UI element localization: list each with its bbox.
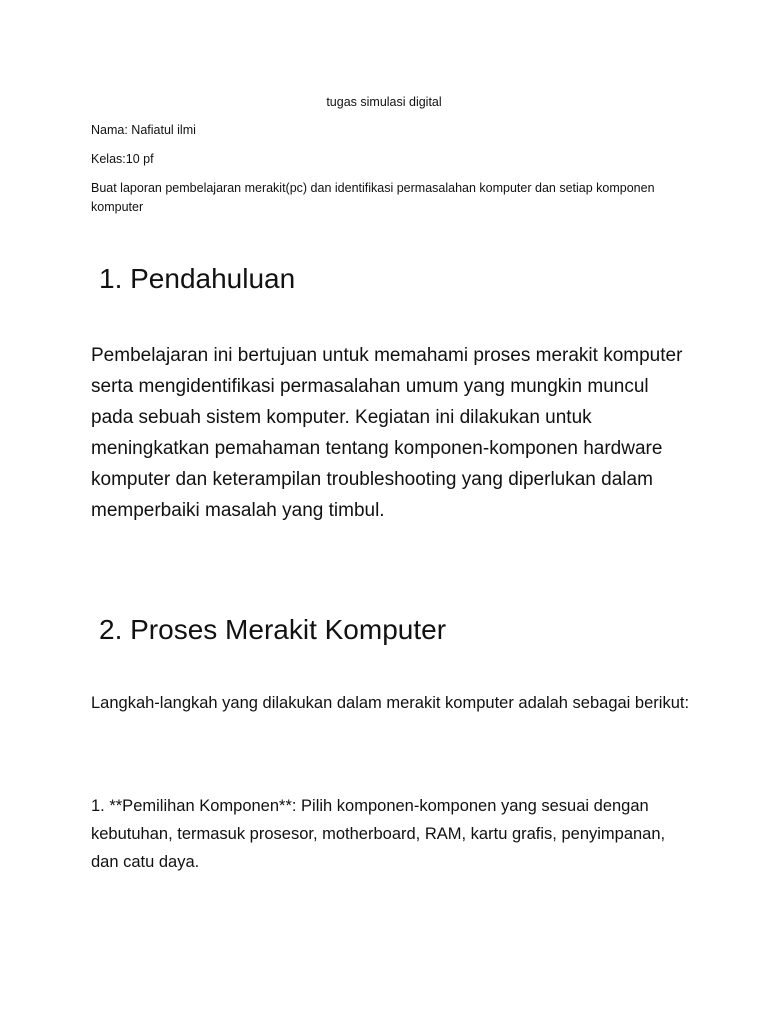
document-title: tugas simulasi digital bbox=[326, 95, 442, 109]
section-heading-introduction: 1. Pendahuluan bbox=[99, 263, 296, 294]
student-class: Kelas:10 pf bbox=[91, 152, 154, 166]
student-name: Nama: Nafiatul ilmi bbox=[91, 123, 196, 137]
assembly-intro-paragraph: Langkah-langkah yang dilakukan dalam merakit komputer adalah sebagai berikut: bbox=[91, 694, 690, 712]
section-heading-assembly: 2. Proses Merakit Komputer bbox=[99, 614, 447, 645]
introduction-paragraph: Pembelajaran ini bertujuan untuk memahami proses merakit komputer serta mengidentifikasi permasalahan umum yang mungkin muncul pada sebuah sistem komputer. Kegiatan ini dilakukan untuk meningkatkan pemahaman tentang komponen-komponen hardware komputer dan keterampilan troubleshooting yang diperlukan dalam memperbaiki masalah yang timbul. bbox=[91, 345, 683, 521]
assembly-step-1: 1. **Pemilihan Komponen**: Pilih komponen-komponen yang sesuai dengan kebutuhan, termasuk prosesor, motherboard, RAM, kartu grafis, penyimpanan, dan catu daya. bbox=[91, 797, 666, 871]
task-description: Buat laporan pembelajaran merakit(pc) dan identifikasi permasalahan komputer dan setiap komponen komputer bbox=[91, 181, 655, 214]
